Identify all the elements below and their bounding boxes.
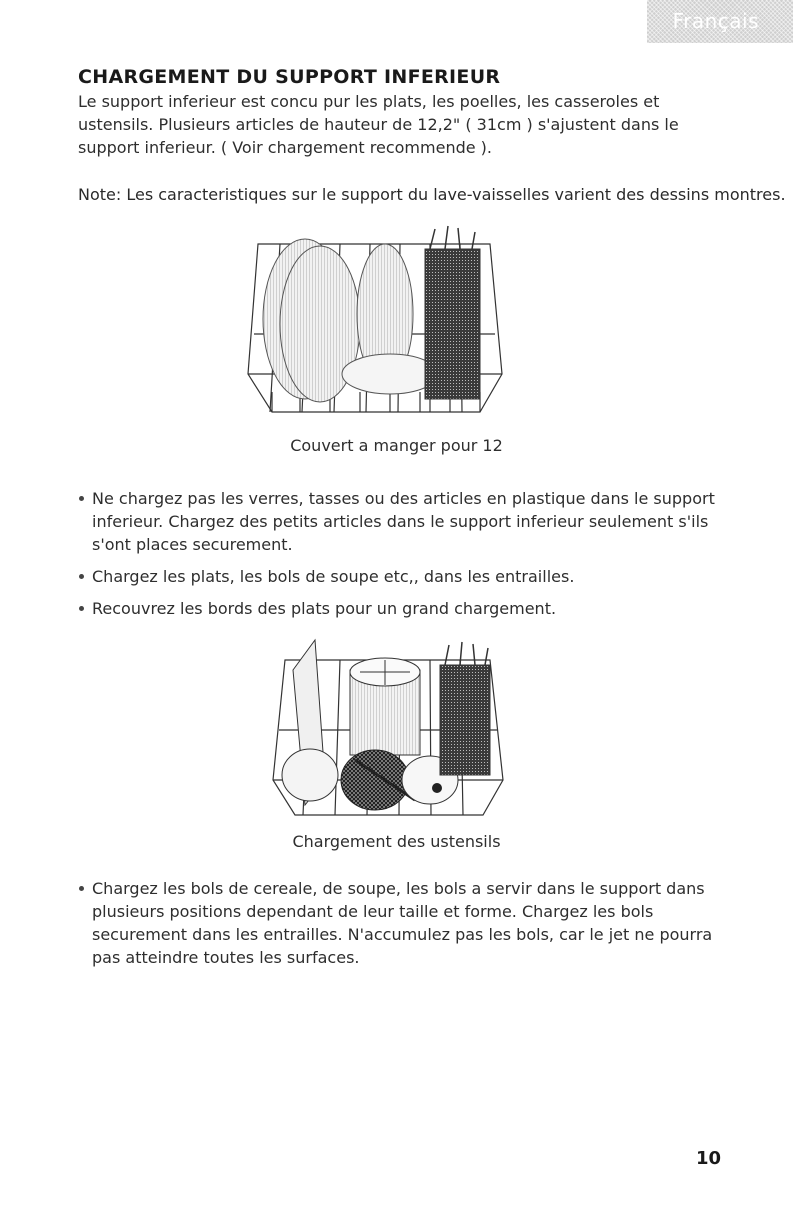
instruction-list-1 [78, 487, 728, 620]
page-number: 10 [695, 1148, 721, 1169]
section-heading: CHARGEMENT DU SUPPORT INFERIEUR [78, 66, 501, 88]
list-item: Chargez les plats, les bols de soupe etc,, dans les entrailles. [78, 565, 728, 588]
rack-utensils-illustration [265, 630, 510, 830]
figure2-caption: Chargement des ustensils [292, 832, 501, 851]
instruction-list-2 [78, 877, 728, 969]
list-item: Recouvrez les bords des plats pour un grand chargement. [78, 597, 728, 620]
language-tab [647, 0, 793, 43]
rack-place-settings-illustration [240, 224, 510, 429]
list-item: Chargez les bols de cereale, de soupe, les bols a servir dans le support dans plusieurs positions dependant de leur taille et forme. Chargez les bols securement dans les entrailles. N'accumulez pas les bols, car le jet ne pourra pas atteindre toutes les surfaces. [78, 877, 728, 969]
intro-paragraph: Le support inferieur est concu pur les plats, les poelles, les casseroles et ustensils. Plusieurs articles de hauteur de 12,2" ( 31cm ) s'ajustent dans le support inferieur. ( Voir chargement recommende ). [78, 92, 679, 157]
note-paragraph: Note: Les caracteristiques sur le support du lave-vaisselles varient des dessins montres. [78, 185, 786, 204]
figure1-caption: Couvert a manger pour 12 [290, 436, 503, 455]
list-item: Ne chargez pas les verres, tasses ou des articles en plastique dans le support inferieur. Chargez des petits articles dans le support inferieur seulement s'ils s'ont places securement. [78, 487, 728, 556]
language-label: Français [672, 9, 759, 33]
